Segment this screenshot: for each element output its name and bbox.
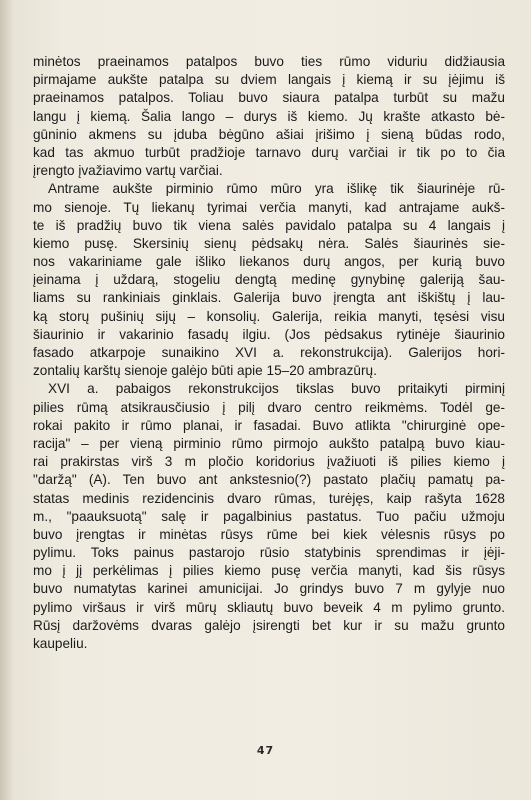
text-line: pylimo viršaus ir virš mūrų skliautų buvo beveik 4 m pylimo grunto. — [33, 599, 505, 615]
text-line: liams su rankiniais ginklais. Galerija buvo įrengta ant iškištų į lau- — [33, 290, 505, 306]
text-line: statas medinis rezidencinis dvaro rūmas, turėjęs, kaip rašyta 1628 — [33, 490, 505, 506]
text-line: buvo įrengtas ir minėtas rūsys rūme bei kiek vėlesnis rūsys po — [33, 526, 505, 542]
text-line: įeinama į uždarą, stogeliu dengtą medinę gynybinę galeriją šau- — [33, 272, 505, 288]
text-line: mo į jį perkėlimas į pilies kiemo pusę verčia manyti, kad šis rūsys — [33, 563, 505, 579]
text-line: racija" – per vieną pirminio rūmo pirmojo aukšto patalpą buvo kiau- — [33, 435, 505, 451]
text-line: rokai pakito ir rūmo planai, ir fasadai. Buvo atlikta "chirurginė ope- — [33, 417, 505, 433]
text-line: te iš pradžių buvo tik viena salės pavidalo patalpa su 4 langais į — [33, 217, 505, 233]
text-line: fasado atkarpoje sunaikino XVI a. rekonstrukcija). Galerijos hori- — [33, 345, 505, 360]
text-line: šiaurinio ir vakarinio fasadų ilgiu. (Jos pėdsakus rytinėje šiaurinio — [33, 326, 505, 342]
text-line: pilies rūmą atsikrausčiusio į pilį dvaro centro reikmėms. Todėl ge- — [33, 399, 505, 415]
text-line: kiemo pusę. Skersinių sienų pėdsakų nėra. Salės šiaurinės sie- — [33, 235, 505, 251]
text-line: gūninio akmens su įduba bėgūno ašiai įrišimo į sieną būdas rodo, — [33, 126, 505, 142]
text-line: Antrame aukšte pirminio rūmo mūro yra išlikę tik šiaurinėje rū- — [48, 181, 505, 197]
text-line: rai prakirstas virš 3 m pločio koridorius įvažiuoti iš pilies kiemo į — [33, 454, 505, 470]
body-text — [33, 53, 505, 653]
text-line: "daržą" (A). Ten buvo ant ankstesnio(?) pastato plačių pamatų pa- — [33, 472, 505, 488]
text-line: ką storų pušinių sijų – konsolių. Galerija, reikia manyti, tęsėsi visu — [33, 308, 505, 324]
text-line: kaupeliu. — [33, 636, 88, 651]
text-line: XVI a. pabaigos rekonstrukcijos tikslas buvo pritaikyti pirminį — [48, 381, 505, 397]
text-line: m., "paauksuotą" salę ir pagalbinius pastatus. Tuo pačiu užmoju — [33, 508, 505, 524]
text-line: zontalių karštų sienoje galėjo būti apie 15–20 ambrazūrų. — [33, 363, 377, 379]
page-gutter-shadow — [0, 0, 14, 800]
text-line: pirmajame aukšte patalpa su dviem langais į kiemą ir su įėjimu iš — [33, 72, 505, 88]
text-line: praeinamos patalpos. Toliau buvo siaura patalpa turbūt su mažu — [33, 90, 505, 106]
text-line: pylimu. Toks painus pastarojo rūsio statybinis sprendimas ir įėji- — [33, 545, 505, 561]
text-line: mo sienoje. Tų liekanų tyrimai verčia manyti, kad antrajame aukš- — [33, 199, 505, 215]
text-line: nos vakariniame gale išliko liekanos durų angos, per kurią buvo — [33, 254, 505, 270]
text-line: įrengto įvažiavimo vartų varčiai. — [33, 163, 223, 179]
text-line: kad tas akmuo turbūt pradžioje tarnavo durų varčiai ir tik po to čia — [33, 144, 505, 160]
text-line: Rūsį daržovėms dvaras galėjo įsirengti bet kur ir su mažu grunto — [33, 617, 505, 633]
text-line: minėtos praeinamos patalpos buvo ties rūmo viduriu didžiausia — [33, 54, 505, 69]
text-line: langu į kiemą. Šalia lango – durys iš kiemo. Jų krašte atkasto bė- — [33, 108, 505, 124]
page-number: 47 — [256, 744, 275, 757]
text-line: buvo numatytas karinei amunicijai. Jo grindys buvo 7 m gylyje nuo — [33, 581, 505, 597]
